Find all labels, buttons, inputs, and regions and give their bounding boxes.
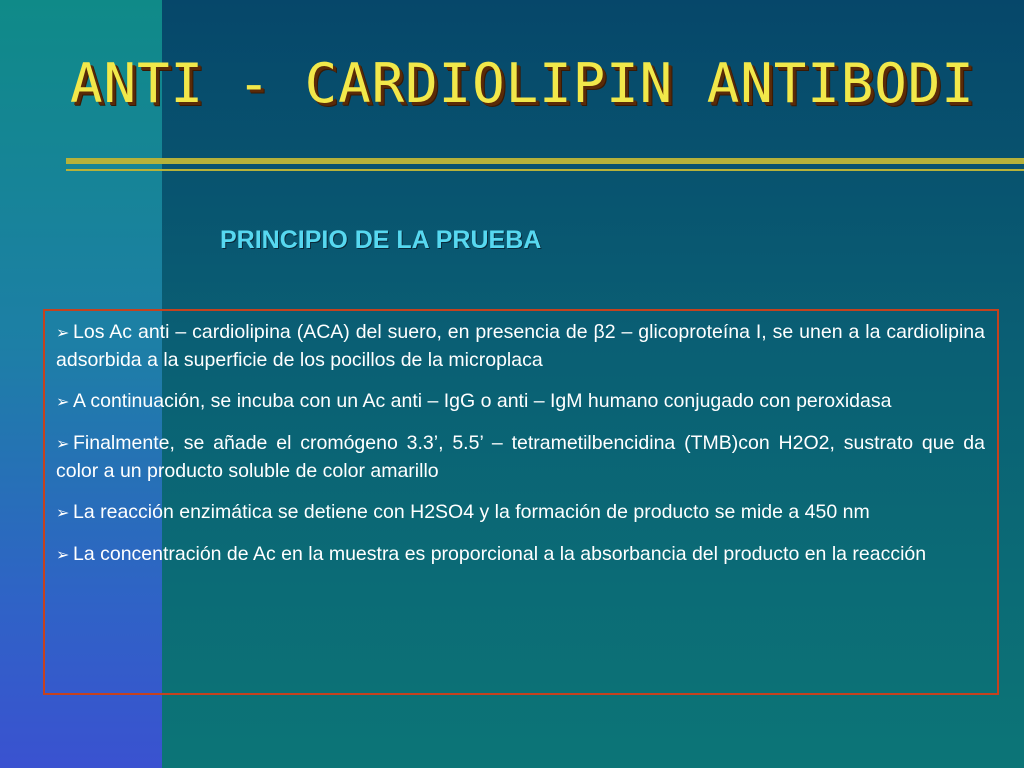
bullet-item <box>56 499 985 527</box>
content-box <box>43 309 999 695</box>
slide-title: ANTI - CARDIOLIPIN ANTIBODI <box>70 52 975 115</box>
title-rule-thick <box>66 158 1024 164</box>
arrow-bullet-icon: ➢ <box>56 325 70 342</box>
bullet-text: A continuación, se incuba con un Ac anti – IgG o anti – IgM humano conjugado con peroxidasa <box>73 390 892 412</box>
bullet-text: Finalmente, se añade el cromógeno 3.3’, 5.5’ – tetrametilbencidina (TMB)con H2O2, sustrato que da color a un producto soluble de color amarillo <box>56 432 985 482</box>
bullet-text: La reacción enzimática se detiene con H2SO4 y la formación de producto se mide a 450 nm <box>73 501 870 523</box>
title-rule-thin <box>66 169 1024 171</box>
arrow-bullet-icon: ➢ <box>56 436 70 453</box>
arrow-bullet-icon: ➢ <box>56 394 70 411</box>
bullet-text: Los Ac anti – cardiolipina (ACA) del suero, en presencia de β2 – glicoproteína I, se unen a la cardiolipina adsorbida a la superficie de los pocillos de la microplaca <box>56 321 985 371</box>
bullet-item <box>56 388 985 416</box>
bullet-item <box>56 319 985 374</box>
bullet-text: La concentración de Ac en la muestra es proporcional a la absorbancia del producto en la reacción <box>73 543 927 565</box>
arrow-bullet-icon: ➢ <box>56 547 70 564</box>
section-subtitle: PRINCIPIO DE LA PRUEBA <box>220 226 542 254</box>
bullet-item <box>56 430 985 485</box>
bullet-item <box>56 541 985 569</box>
arrow-bullet-icon: ➢ <box>56 505 70 522</box>
